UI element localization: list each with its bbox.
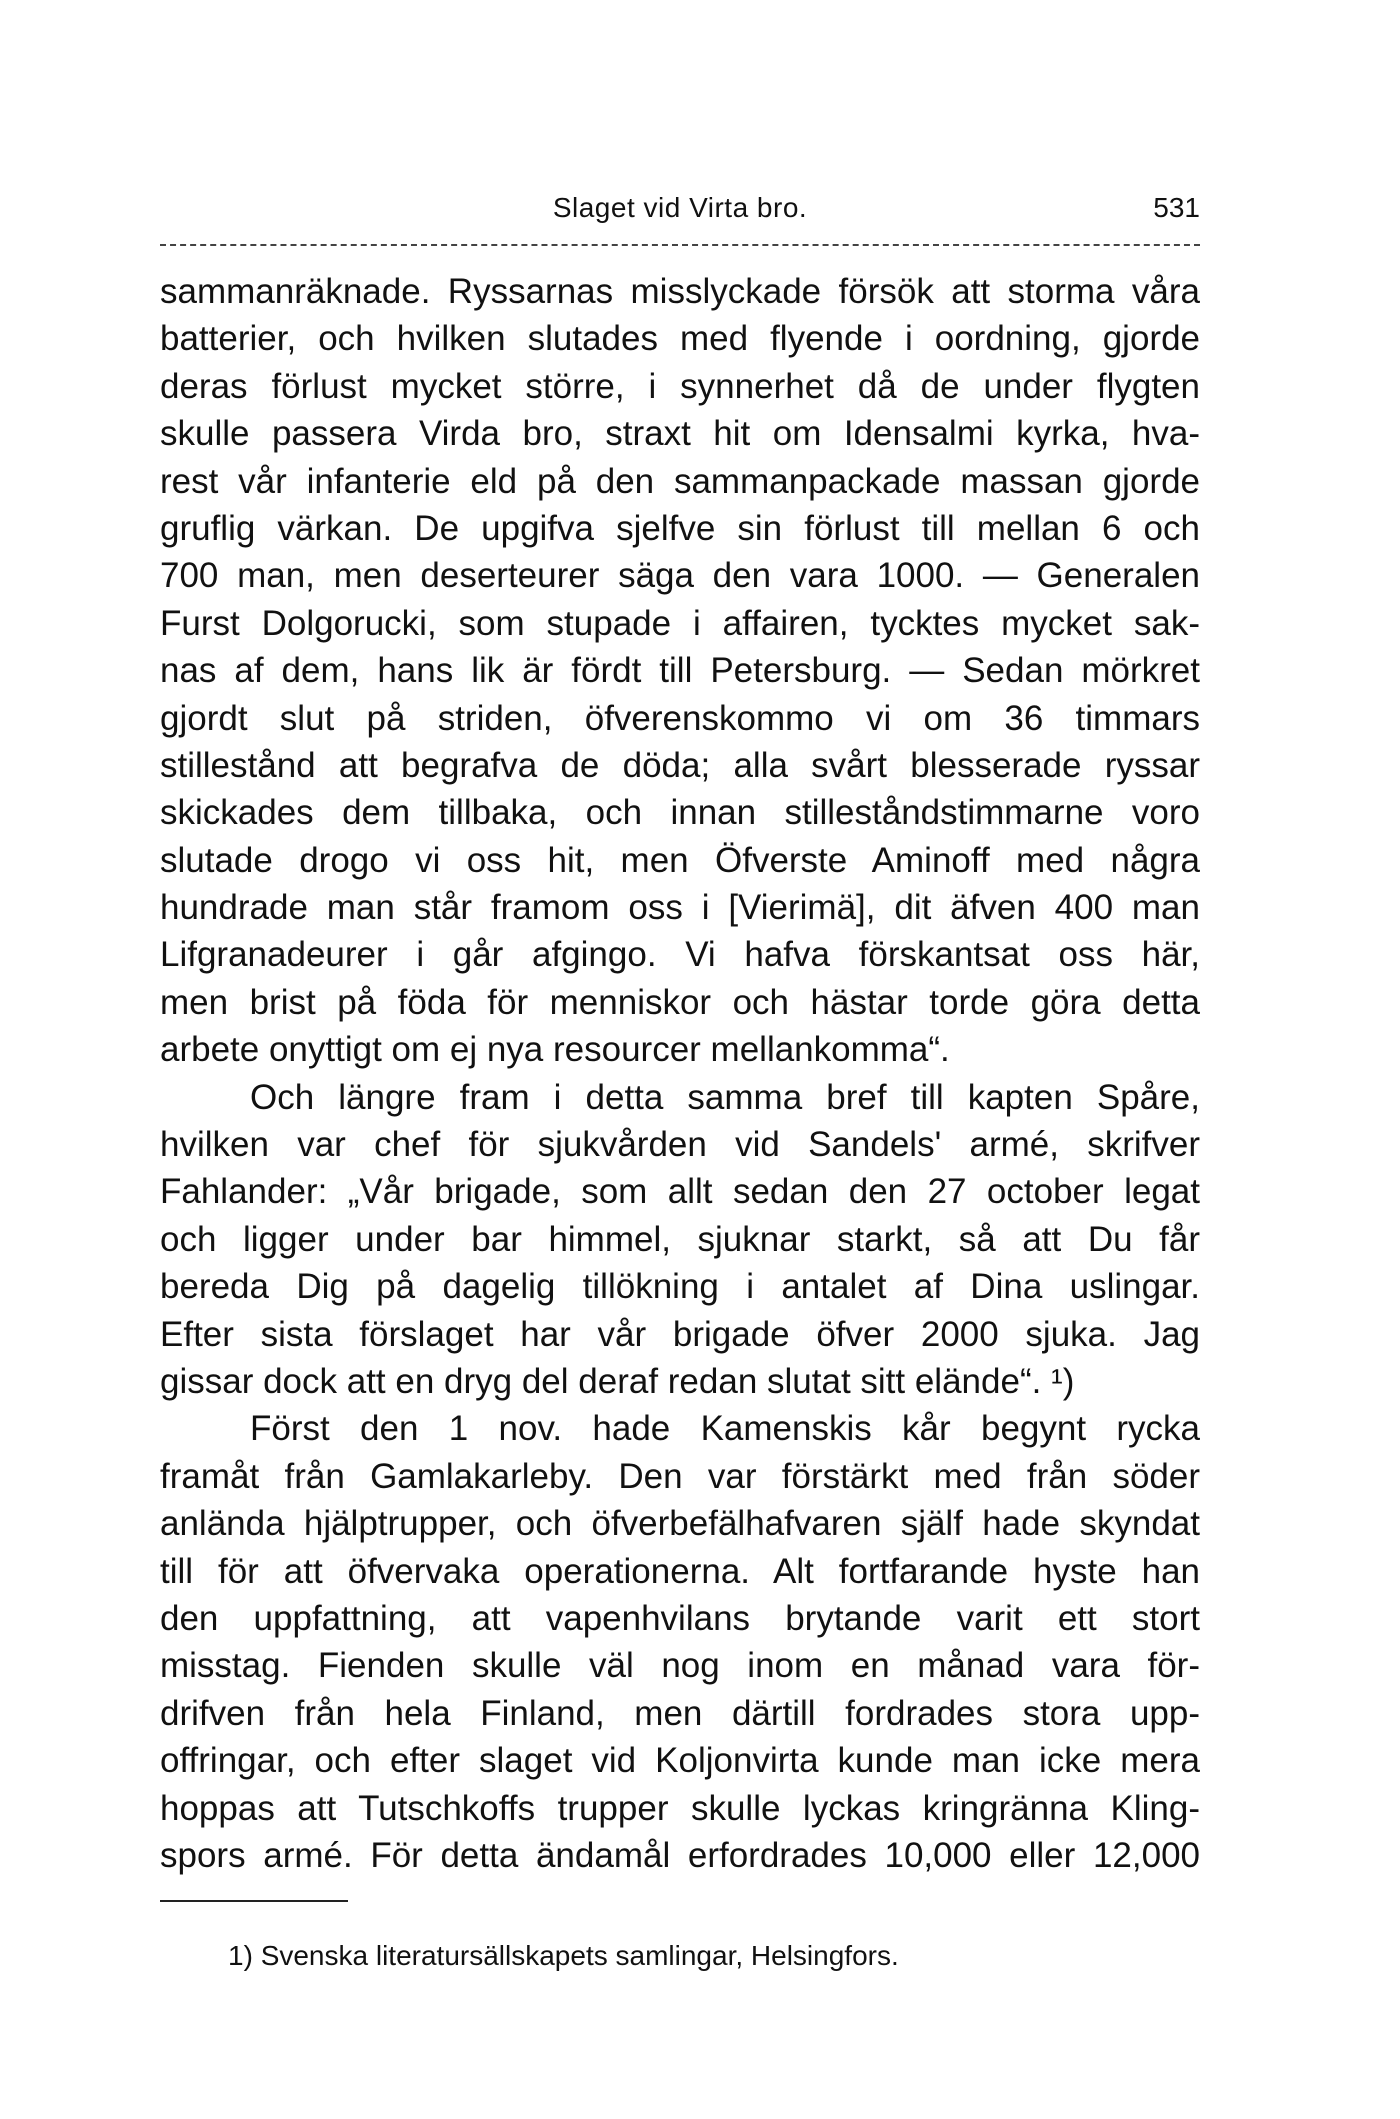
- text-line: arbete onyttigt om ej nya resourcer mellankomma“.: [160, 1030, 950, 1070]
- text-line: slutade drogo vi oss hit, men Öfverste Aminoff med några: [160, 840, 1200, 880]
- footnote-marker: 1): [228, 1940, 253, 1971]
- text-line: Först den 1 nov. hade Kamenskis kår begynt rycka: [250, 1409, 1200, 1449]
- text-line: spors armé. För detta ändamål erfordrades 10,000 eller 12,000: [160, 1835, 1200, 1875]
- text-line: Fahlander: „Vår brigade, som allt sedan den 27 october legat: [160, 1172, 1200, 1212]
- text-line: men brist på föda för menniskor och hästar torde göra detta: [160, 982, 1200, 1022]
- text-line: rest vår infanterie eld på den sammanpackade massan gjorde: [160, 461, 1200, 501]
- text-line: misstag. Fienden skulle väl nog inom en månad vara för-: [160, 1646, 1200, 1686]
- text-line: Lifgranadeurer i går afgingo. Vi hafva förskantsat oss här,: [160, 935, 1200, 975]
- text-line: framåt från Gamlakarleby. Den var förstärkt med från söder: [160, 1456, 1200, 1496]
- text-line: 700 man, men deserteurer säga den vara 1000. — Generalen: [160, 556, 1200, 596]
- text-line: bereda Dig på dagelig tillökning i antalet af Dina uslingar.: [160, 1267, 1200, 1307]
- footnote-text: Svenska literatursällskapets samlingar, Helsingfors.: [260, 1940, 899, 1971]
- text-line: hundrade man står framom oss i [Vierimä], dit äfven 400 man: [160, 888, 1200, 928]
- text-line: hvilken var chef för sjukvården vid Sandels' armé, skrifver: [160, 1125, 1200, 1165]
- text-line: batterier, och hvilken slutades med flyende i oordning, gjorde: [160, 319, 1200, 359]
- text-line: gissar dock att en dryg del deraf redan slutat sitt elände“. ¹): [160, 1361, 1075, 1401]
- text-line: nas af dem, hans lik är fördt till Petersburg. — Sedan mörkret: [160, 651, 1200, 691]
- text-line: offringar, och efter slaget vid Koljonvirta kunde man icke mera: [160, 1741, 1200, 1781]
- running-header: [160, 192, 1200, 242]
- body-text: [160, 268, 1200, 1879]
- text-line: skickades dem tillbaka, och innan stilleståndstimmarne voro: [160, 793, 1200, 833]
- text-line: den uppfattning, att vapenhvilans brytande varit ett stort: [160, 1598, 1200, 1638]
- text-line: stillestånd att begrafva de döda; alla svårt blesserade ryssar: [160, 745, 1200, 785]
- text-line: Furst Dolgorucki, som stupade i affairen, tycktes mycket sak-: [160, 603, 1200, 643]
- text-line: sammanräknade. Ryssarnas misslyckade försök att storma våra: [160, 272, 1200, 311]
- header-rule: [160, 244, 1200, 246]
- text-line: till för att öfvervaka operationerna. Alt fortfarande hyste han: [160, 1551, 1200, 1591]
- text-line: drifven från hela Finland, men därtill fordrades stora upp-: [160, 1693, 1200, 1733]
- text-line: skulle passera Virda bro, straxt hit om Idensalmi kyrka, hva-: [160, 414, 1200, 454]
- text-line: gruflig värkan. De upgifva sjelfve sin förlust till mellan 6 och: [160, 508, 1200, 548]
- running-title: Slaget vid Virta bro.: [552, 192, 808, 223]
- text-line: och ligger under bar himmel, sjuknar starkt, så att Du får: [160, 1219, 1200, 1259]
- text-line: deras förlust mycket större, i synnerhet då de under flygten: [160, 366, 1200, 406]
- text-line: Efter sista förslaget har vår brigade öfver 2000 sjuka. Jag: [160, 1314, 1200, 1354]
- page-number: 531: [1153, 192, 1200, 223]
- footnote: [228, 1940, 899, 1972]
- text-line: anlända hjälptrupper, och öfverbefälhafvaren själf hade skyndat: [160, 1504, 1200, 1544]
- text-line: gjordt slut på striden, öfverenskommo vi om 36 timmars: [160, 698, 1200, 738]
- text-line: hoppas att Tutschkoffs trupper skulle lyckas kringränna Kling-: [160, 1788, 1200, 1828]
- footnote-rule: [160, 1900, 348, 1902]
- text-line: Och längre fram i detta samma bref till kapten Spåre,: [250, 1077, 1200, 1117]
